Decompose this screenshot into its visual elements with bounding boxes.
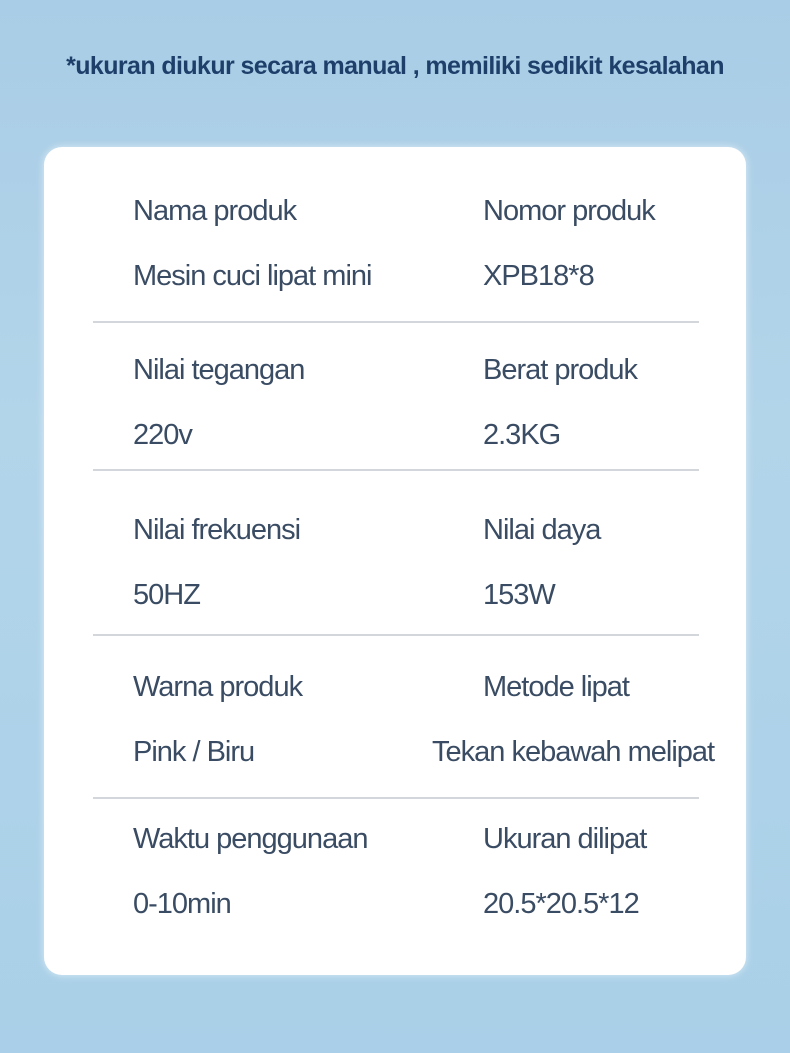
spec-label: Nilai daya: [483, 514, 601, 546]
row-divider: [93, 469, 699, 471]
row-divider: [93, 321, 699, 323]
spec-label: Nilai frekuensi: [133, 514, 301, 546]
row-divider: [93, 797, 699, 799]
spec-value: 153W: [483, 579, 555, 611]
spec-label: Nilai tegangan: [133, 354, 305, 386]
spec-value: Tekan kebawah melipat: [432, 736, 715, 768]
spec-card: [44, 147, 746, 975]
spec-value: XPB18*8: [483, 260, 594, 292]
spec-label: Nomor produk: [483, 195, 655, 227]
spec-label: Ukuran dilipat: [483, 823, 647, 855]
measurement-notice: *ukuran diukur secara manual , memiliki sedikit kesalahan: [66, 52, 724, 80]
spec-value: 50HZ: [133, 579, 200, 611]
spec-label: Waktu penggunaan: [133, 823, 368, 855]
spec-value: 2.3KG: [483, 419, 561, 451]
row-divider: [93, 634, 699, 636]
spec-label: Warna produk: [133, 671, 303, 703]
spec-value: 20.5*20.5*12: [483, 888, 639, 920]
spec-label: Berat produk: [483, 354, 638, 386]
spec-label: Metode lipat: [483, 671, 629, 703]
spec-value: 0-10min: [133, 888, 231, 920]
spec-value: 220v: [133, 419, 192, 451]
spec-label: Nama produk: [133, 195, 297, 227]
spec-value: Mesin cuci lipat mini: [133, 260, 372, 292]
spec-value: Pink / Biru: [133, 736, 255, 768]
